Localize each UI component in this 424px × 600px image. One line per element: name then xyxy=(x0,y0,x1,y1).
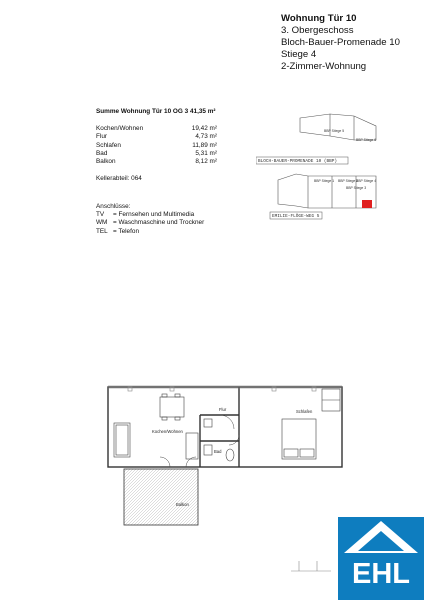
street-label: BLOCH-BAUER-PROMENADE 10 (BBP) xyxy=(258,159,338,165)
room-area-table xyxy=(96,125,217,166)
room-area: 4,73 m² xyxy=(195,133,217,141)
room-area: 8,12 m² xyxy=(195,158,217,166)
room-name: Schlafen xyxy=(96,141,121,149)
upper-building xyxy=(300,114,376,140)
room-label-bath: Bad xyxy=(214,449,222,454)
table-row xyxy=(96,142,217,150)
staircase-label: BBP Stiege 6 xyxy=(356,138,377,142)
connection-item xyxy=(96,219,204,227)
table-row xyxy=(96,150,217,158)
connection-code: WM xyxy=(96,219,108,227)
room-label-hall: Flur xyxy=(219,407,227,412)
room-label-balcony: Balkon xyxy=(176,502,189,507)
table-row xyxy=(96,158,217,166)
staircase-label: BBP Stiege 5 xyxy=(324,129,345,133)
room-area: 11,89 m² xyxy=(192,141,217,149)
connection-text: = Telefon xyxy=(113,227,139,235)
summary-title: Summe Wohnung Tür 10 OG 3 41,35 m² xyxy=(96,108,216,115)
area-summary xyxy=(96,108,246,183)
table-row xyxy=(96,125,217,133)
staircase-label: BBP Stiege 1 xyxy=(314,179,335,183)
room-name: Kochen/Wohnen xyxy=(96,125,144,133)
staircase-label: BBP Stiege 2 xyxy=(338,179,359,183)
connection-text: = Waschmaschine und Trockner xyxy=(113,219,205,227)
type-line: 2-Zimmer-Wohnung xyxy=(281,61,367,72)
unit-location-marker xyxy=(362,200,372,208)
storage-unit: Kellerabteil: 064 xyxy=(96,175,142,183)
room-label-bedroom: Schlafen xyxy=(296,409,313,414)
staircase-line: Stiege 4 xyxy=(281,49,317,60)
connection-text: = Fernsehen und Multimedia xyxy=(113,211,195,219)
apartment-title: Wohnung Tür 10 xyxy=(281,13,357,24)
floor-line: 3. Obergeschoss xyxy=(281,25,354,36)
connections-legend xyxy=(96,203,204,236)
apartment-header xyxy=(281,13,421,73)
connections-title: Anschlüsse: xyxy=(96,203,131,210)
ehl-logo xyxy=(338,517,424,600)
room-label-living: Kochen/Wohnen xyxy=(152,429,183,434)
room-area: 19,42 m² xyxy=(191,125,217,133)
street-label: EMILIE-FLÖGE-WEG 5 xyxy=(272,214,320,220)
outer-wall xyxy=(108,387,342,467)
connection-item xyxy=(96,228,204,236)
staircase-label: BBP Stiege 4 xyxy=(356,179,377,183)
connection-code: TEL xyxy=(96,227,108,235)
scale-marker-icon xyxy=(289,547,333,577)
staircase-label: BBP Stiege 3 xyxy=(346,186,367,190)
furniture xyxy=(114,389,340,461)
room-area: 5,31 m² xyxy=(195,149,217,157)
site-key-plan xyxy=(256,110,396,222)
floor-plan xyxy=(100,385,345,530)
balcony-area xyxy=(124,469,198,525)
room-name: Bad xyxy=(96,149,108,157)
table-row xyxy=(96,133,217,141)
address-line: Bloch-Bauer-Promenade 10 xyxy=(281,37,400,48)
room-name: Flur xyxy=(96,133,108,141)
connection-item xyxy=(96,211,204,219)
connection-code: TV xyxy=(96,211,105,219)
room-name: Balkon xyxy=(96,158,116,166)
logo-text: EHL xyxy=(352,558,410,590)
